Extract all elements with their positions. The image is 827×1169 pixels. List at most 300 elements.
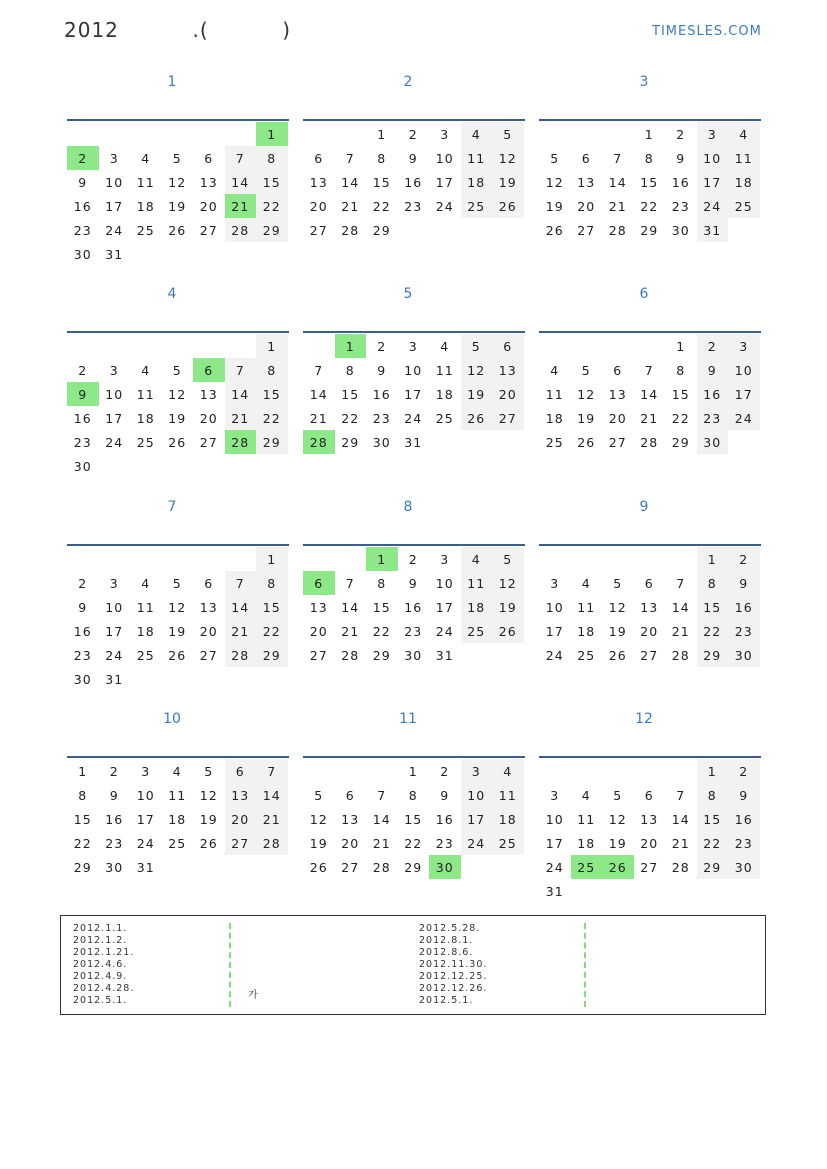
day-cell[interactable]: 20 [309, 198, 328, 214]
day-cell[interactable]: 11 [136, 174, 155, 190]
day-cell[interactable]: 4 [172, 763, 182, 779]
day-cell[interactable]: 12 [168, 386, 187, 402]
day-cell[interactable]: 29 [256, 218, 288, 242]
day-cell[interactable]: 17 [435, 599, 454, 615]
day-cell[interactable]: 28 [341, 222, 360, 238]
day-cell[interactable]: 28 [256, 831, 288, 855]
day-cell[interactable]: 1 [697, 759, 729, 783]
day-cell[interactable]: 4 [440, 338, 450, 354]
day-cell[interactable]: 15 [697, 807, 729, 831]
day-cell[interactable]: 26 [545, 222, 564, 238]
day-cell[interactable]: 3 [109, 150, 119, 166]
day-cell[interactable]: 28 [225, 643, 257, 667]
day-cell[interactable]: 11 [136, 599, 155, 615]
day-cell[interactable]: 11 [577, 811, 596, 827]
day-cell[interactable]: 9 [676, 150, 686, 166]
day-cell[interactable]: 3 [550, 787, 560, 803]
brand-logo[interactable]: TIMESLES.COM [652, 24, 762, 39]
day-cell[interactable]: 13 [309, 174, 328, 190]
day-cell[interactable]: 18 [461, 595, 493, 619]
day-cell[interactable]: 13 [640, 599, 659, 615]
day-cell[interactable]: 16 [73, 410, 92, 426]
day-cell[interactable]: 15 [697, 595, 729, 619]
day-cell[interactable]: 7 [256, 759, 288, 783]
day-cell[interactable]: 4 [461, 547, 493, 571]
day-cell[interactable]: 16 [105, 811, 124, 827]
day-cell[interactable]: 20 [341, 835, 360, 851]
day-cell[interactable]: 9 [78, 174, 88, 190]
day-cell[interactable]: 27 [640, 647, 659, 663]
day-cell[interactable]: 13 [640, 811, 659, 827]
day-cell[interactable]: 7 [676, 575, 686, 591]
day-cell[interactable]: 2 [78, 575, 88, 591]
day-cell[interactable]: 20 [225, 807, 257, 831]
day-cell[interactable]: 11 [577, 599, 596, 615]
day-cell[interactable]: 17 [136, 811, 155, 827]
day-cell[interactable]: 10 [435, 575, 454, 591]
day-cell[interactable]: 22 [256, 619, 288, 643]
day-cell[interactable]: 5 [172, 362, 182, 378]
day-cell[interactable]: 7 [377, 787, 387, 803]
day-cell[interactable]: 17 [404, 386, 423, 402]
day-cell[interactable]: 21 [640, 410, 659, 426]
day-cell[interactable]: 18 [461, 170, 493, 194]
day-cell[interactable]: 9 [697, 358, 729, 382]
day-cell[interactable]: 5 [613, 575, 623, 591]
day-cell[interactable]: 14 [225, 170, 257, 194]
day-cell[interactable]: 29 [341, 434, 360, 450]
day-cell[interactable]: 9 [377, 362, 387, 378]
day-cell[interactable]: 11 [435, 362, 454, 378]
day-cell[interactable]: 1 [676, 338, 686, 354]
day-cell[interactable]: 5 [492, 122, 524, 146]
day-cell[interactable]: 5 [314, 787, 324, 803]
day-cell[interactable]: 13 [199, 386, 218, 402]
day-cell[interactable]: 1 [256, 334, 288, 358]
day-cell[interactable]: 29 [256, 643, 288, 667]
day-cell[interactable]: 6 [492, 334, 524, 358]
day-cell[interactable]: 11 [492, 783, 524, 807]
day-cell[interactable]: 14 [309, 386, 328, 402]
day-cell[interactable]: 9 [109, 787, 119, 803]
day-cell[interactable]: 7 [225, 146, 257, 170]
day-cell[interactable]: 16 [404, 174, 423, 190]
day-cell[interactable]: 30 [728, 855, 760, 879]
day-cell[interactable]: 7 [345, 575, 355, 591]
day-cell[interactable]: 23 [404, 623, 423, 639]
day-cell[interactable]: 18 [136, 623, 155, 639]
day-cell[interactable]: 21 [341, 623, 360, 639]
day-cell[interactable]: 15 [341, 386, 360, 402]
day-cell[interactable]: 22 [341, 410, 360, 426]
day-cell[interactable]: 24 [435, 198, 454, 214]
day-cell[interactable]: 10 [435, 150, 454, 166]
day-cell[interactable]: 17 [728, 382, 760, 406]
day-cell[interactable]: 25 [168, 835, 187, 851]
day-cell[interactable]: 19 [545, 198, 564, 214]
day-cell[interactable]: 18 [492, 807, 524, 831]
day-cell[interactable]: 16 [671, 174, 690, 190]
day-cell[interactable]: 5 [461, 334, 493, 358]
day-cell[interactable]: 19 [492, 170, 524, 194]
day-cell[interactable]: 7 [225, 571, 257, 595]
day-cell[interactable]: 5 [581, 362, 591, 378]
day-cell[interactable]: 27 [309, 222, 328, 238]
day-cell[interactable]: 13 [341, 811, 360, 827]
day-cell[interactable]: 9 [408, 575, 418, 591]
day-cell[interactable]: 20 [492, 382, 524, 406]
day-cell[interactable]: 4 [728, 122, 760, 146]
day-cell[interactable]: 24 [105, 222, 124, 238]
day-cell[interactable]: 31 [435, 647, 454, 663]
day-cell[interactable]: 18 [168, 811, 187, 827]
day-cell[interactable]: 19 [608, 623, 627, 639]
day-cell[interactable]: 6 [204, 575, 214, 591]
holiday-cell[interactable]: 1 [335, 334, 367, 358]
day-cell[interactable]: 9 [408, 150, 418, 166]
day-cell[interactable]: 27 [577, 222, 596, 238]
day-cell[interactable]: 21 [256, 807, 288, 831]
day-cell[interactable]: 17 [105, 410, 124, 426]
day-cell[interactable]: 3 [697, 122, 729, 146]
day-cell[interactable]: 4 [492, 759, 524, 783]
day-cell[interactable]: 25 [136, 647, 155, 663]
day-cell[interactable]: 19 [199, 811, 218, 827]
holiday-cell[interactable]: 28 [225, 430, 257, 454]
day-cell[interactable]: 22 [256, 406, 288, 430]
day-cell[interactable]: 31 [105, 671, 124, 687]
day-cell[interactable]: 4 [141, 150, 151, 166]
day-cell[interactable]: 23 [728, 619, 760, 643]
day-cell[interactable]: 4 [550, 362, 560, 378]
day-cell[interactable]: 4 [461, 122, 493, 146]
day-cell[interactable]: 31 [136, 859, 155, 875]
day-cell[interactable]: 15 [256, 382, 288, 406]
holiday-cell[interactable]: 28 [303, 430, 335, 454]
day-cell[interactable]: 15 [671, 386, 690, 402]
day-cell[interactable]: 8 [377, 150, 387, 166]
day-cell[interactable]: 7 [225, 358, 257, 382]
holiday-cell[interactable]: 6 [303, 571, 335, 595]
day-cell[interactable]: 16 [728, 595, 760, 619]
day-cell[interactable]: 11 [461, 146, 493, 170]
day-cell[interactable]: 20 [577, 198, 596, 214]
day-cell[interactable]: 23 [697, 406, 729, 430]
day-cell[interactable]: 6 [613, 362, 623, 378]
day-cell[interactable]: 18 [136, 410, 155, 426]
day-cell[interactable]: 19 [168, 410, 187, 426]
day-cell[interactable]: 8 [377, 575, 387, 591]
day-cell[interactable]: 21 [309, 410, 328, 426]
day-cell[interactable]: 21 [372, 835, 391, 851]
day-cell[interactable]: 30 [404, 647, 423, 663]
day-cell[interactable]: 24 [461, 831, 493, 855]
day-cell[interactable]: 18 [545, 410, 564, 426]
day-cell[interactable]: 27 [309, 647, 328, 663]
day-cell[interactable]: 10 [697, 146, 729, 170]
day-cell[interactable]: 5 [172, 150, 182, 166]
day-cell[interactable]: 5 [550, 150, 560, 166]
day-cell[interactable]: 13 [199, 599, 218, 615]
holiday-cell[interactable]: 1 [256, 122, 288, 146]
day-cell[interactable]: 12 [492, 571, 524, 595]
day-cell[interactable]: 18 [728, 170, 760, 194]
day-cell[interactable]: 21 [341, 198, 360, 214]
day-cell[interactable]: 31 [404, 434, 423, 450]
day-cell[interactable]: 6 [581, 150, 591, 166]
day-cell[interactable]: 31 [697, 218, 729, 242]
day-cell[interactable]: 24 [105, 434, 124, 450]
day-cell[interactable]: 10 [404, 362, 423, 378]
day-cell[interactable]: 8 [408, 787, 418, 803]
day-cell[interactable]: 19 [608, 835, 627, 851]
day-cell[interactable]: 21 [608, 198, 627, 214]
day-cell[interactable]: 25 [577, 647, 596, 663]
holiday-cell[interactable]: 30 [429, 855, 461, 879]
day-cell[interactable]: 10 [461, 783, 493, 807]
day-cell[interactable]: 4 [581, 575, 591, 591]
day-cell[interactable]: 14 [341, 599, 360, 615]
day-cell[interactable]: 22 [640, 198, 659, 214]
day-cell[interactable]: 26 [168, 222, 187, 238]
day-cell[interactable]: 21 [671, 835, 690, 851]
day-cell[interactable]: 9 [728, 571, 760, 595]
day-cell[interactable]: 14 [608, 174, 627, 190]
day-cell[interactable]: 3 [141, 763, 151, 779]
day-cell[interactable]: 28 [225, 218, 257, 242]
day-cell[interactable]: 22 [372, 198, 391, 214]
day-cell[interactable]: 20 [640, 623, 659, 639]
day-cell[interactable]: 31 [105, 246, 124, 262]
day-cell[interactable]: 30 [73, 671, 92, 687]
day-cell[interactable]: 28 [640, 434, 659, 450]
day-cell[interactable]: 2 [697, 334, 729, 358]
day-cell[interactable]: 23 [73, 222, 92, 238]
day-cell[interactable]: 12 [608, 599, 627, 615]
day-cell[interactable]: 29 [73, 859, 92, 875]
day-cell[interactable]: 3 [408, 338, 418, 354]
day-cell[interactable]: 3 [109, 362, 119, 378]
day-cell[interactable]: 16 [372, 386, 391, 402]
day-cell[interactable]: 13 [309, 599, 328, 615]
day-cell[interactable]: 26 [577, 434, 596, 450]
day-cell[interactable]: 23 [73, 434, 92, 450]
day-cell[interactable]: 8 [256, 571, 288, 595]
day-cell[interactable]: 11 [168, 787, 187, 803]
day-cell[interactable]: 14 [225, 382, 257, 406]
day-cell[interactable]: 24 [404, 410, 423, 426]
day-cell[interactable]: 20 [199, 410, 218, 426]
day-cell[interactable]: 8 [256, 358, 288, 382]
day-cell[interactable]: 12 [545, 174, 564, 190]
day-cell[interactable]: 18 [136, 198, 155, 214]
day-cell[interactable]: 1 [78, 763, 88, 779]
day-cell[interactable]: 11 [461, 571, 493, 595]
day-cell[interactable]: 27 [225, 831, 257, 855]
day-cell[interactable]: 23 [404, 198, 423, 214]
day-cell[interactable]: 30 [697, 430, 729, 454]
holiday-cell[interactable]: 1 [366, 547, 398, 571]
day-cell[interactable]: 28 [341, 647, 360, 663]
day-cell[interactable]: 25 [728, 194, 760, 218]
day-cell[interactable]: 2 [728, 759, 760, 783]
day-cell[interactable]: 13 [608, 386, 627, 402]
day-cell[interactable]: 22 [404, 835, 423, 851]
day-cell[interactable]: 12 [168, 174, 187, 190]
day-cell[interactable]: 13 [492, 358, 524, 382]
day-cell[interactable]: 10 [545, 811, 564, 827]
day-cell[interactable]: 6 [314, 150, 324, 166]
day-cell[interactable]: 7 [613, 150, 623, 166]
day-cell[interactable]: 14 [372, 811, 391, 827]
day-cell[interactable]: 26 [168, 647, 187, 663]
day-cell[interactable]: 29 [697, 855, 729, 879]
day-cell[interactable]: 15 [372, 174, 391, 190]
day-cell[interactable]: 14 [640, 386, 659, 402]
day-cell[interactable]: 1 [644, 126, 654, 142]
day-cell[interactable]: 17 [461, 807, 493, 831]
day-cell[interactable]: 2 [408, 126, 418, 142]
day-cell[interactable]: 14 [671, 599, 690, 615]
day-cell[interactable]: 1 [256, 547, 288, 571]
day-cell[interactable]: 9 [78, 599, 88, 615]
day-cell[interactable]: 30 [372, 434, 391, 450]
day-cell[interactable]: 2 [78, 362, 88, 378]
day-cell[interactable]: 6 [644, 787, 654, 803]
day-cell[interactable]: 15 [404, 811, 423, 827]
day-cell[interactable]: 28 [372, 859, 391, 875]
day-cell[interactable]: 8 [676, 362, 686, 378]
day-cell[interactable]: 15 [256, 170, 288, 194]
day-cell[interactable]: 19 [168, 198, 187, 214]
day-cell[interactable]: 24 [105, 647, 124, 663]
day-cell[interactable]: 22 [73, 835, 92, 851]
day-cell[interactable]: 29 [372, 647, 391, 663]
day-cell[interactable]: 6 [644, 575, 654, 591]
day-cell[interactable]: 2 [440, 763, 450, 779]
day-cell[interactable]: 30 [728, 643, 760, 667]
day-cell[interactable]: 20 [640, 835, 659, 851]
day-cell[interactable]: 2 [408, 551, 418, 567]
day-cell[interactable]: 21 [225, 406, 257, 430]
day-cell[interactable]: 29 [671, 434, 690, 450]
day-cell[interactable]: 22 [256, 194, 288, 218]
day-cell[interactable]: 14 [671, 811, 690, 827]
day-cell[interactable]: 12 [309, 811, 328, 827]
day-cell[interactable]: 7 [345, 150, 355, 166]
day-cell[interactable]: 3 [109, 575, 119, 591]
day-cell[interactable]: 25 [435, 410, 454, 426]
day-cell[interactable]: 17 [697, 170, 729, 194]
day-cell[interactable]: 11 [545, 386, 564, 402]
day-cell[interactable]: 31 [545, 883, 564, 899]
day-cell[interactable]: 18 [577, 623, 596, 639]
day-cell[interactable]: 21 [671, 623, 690, 639]
day-cell[interactable]: 22 [671, 410, 690, 426]
day-cell[interactable]: 24 [545, 859, 564, 875]
day-cell[interactable]: 12 [199, 787, 218, 803]
day-cell[interactable]: 10 [728, 358, 760, 382]
day-cell[interactable]: 9 [440, 787, 450, 803]
day-cell[interactable]: 27 [341, 859, 360, 875]
day-cell[interactable]: 19 [168, 623, 187, 639]
day-cell[interactable]: 18 [435, 386, 454, 402]
day-cell[interactable]: 13 [199, 174, 218, 190]
day-cell[interactable]: 3 [440, 126, 450, 142]
day-cell[interactable]: 26 [608, 647, 627, 663]
day-cell[interactable]: 24 [136, 835, 155, 851]
day-cell[interactable]: 8 [345, 362, 355, 378]
holiday-cell[interactable]: 2 [67, 146, 99, 170]
day-cell[interactable]: 29 [697, 643, 729, 667]
day-cell[interactable]: 30 [105, 859, 124, 875]
day-cell[interactable]: 5 [204, 763, 214, 779]
day-cell[interactable]: 22 [697, 619, 729, 643]
day-cell[interactable]: 16 [73, 198, 92, 214]
day-cell[interactable]: 13 [225, 783, 257, 807]
day-cell[interactable]: 16 [435, 811, 454, 827]
day-cell[interactable]: 17 [545, 623, 564, 639]
day-cell[interactable]: 1 [408, 763, 418, 779]
day-cell[interactable]: 18 [577, 835, 596, 851]
day-cell[interactable]: 10 [105, 599, 124, 615]
day-cell[interactable]: 23 [435, 835, 454, 851]
day-cell[interactable]: 30 [73, 246, 92, 262]
day-cell[interactable]: 23 [105, 835, 124, 851]
day-cell[interactable]: 3 [728, 334, 760, 358]
day-cell[interactable]: 19 [461, 382, 493, 406]
day-cell[interactable]: 12 [492, 146, 524, 170]
day-cell[interactable]: 19 [492, 595, 524, 619]
day-cell[interactable]: 16 [73, 623, 92, 639]
day-cell[interactable]: 12 [577, 386, 596, 402]
day-cell[interactable]: 27 [199, 647, 218, 663]
day-cell[interactable]: 21 [225, 619, 257, 643]
day-cell[interactable]: 15 [73, 811, 92, 827]
holiday-cell[interactable]: 6 [193, 358, 225, 382]
day-cell[interactable]: 12 [461, 358, 493, 382]
day-cell[interactable]: 26 [309, 859, 328, 875]
day-cell[interactable]: 2 [676, 126, 686, 142]
day-cell[interactable]: 5 [492, 547, 524, 571]
day-cell[interactable]: 14 [256, 783, 288, 807]
day-cell[interactable]: 8 [644, 150, 654, 166]
day-cell[interactable]: 14 [225, 595, 257, 619]
day-cell[interactable]: 12 [608, 811, 627, 827]
day-cell[interactable]: 10 [545, 599, 564, 615]
day-cell[interactable]: 4 [141, 362, 151, 378]
day-cell[interactable]: 15 [372, 599, 391, 615]
day-cell[interactable]: 26 [199, 835, 218, 851]
day-cell[interactable]: 1 [377, 126, 387, 142]
day-cell[interactable]: 27 [608, 434, 627, 450]
day-cell[interactable]: 25 [461, 619, 493, 643]
holiday-cell[interactable]: 25 [571, 855, 603, 879]
day-cell[interactable]: 20 [199, 198, 218, 214]
day-cell[interactable]: 29 [372, 222, 391, 238]
day-cell[interactable]: 7 [644, 362, 654, 378]
day-cell[interactable]: 22 [697, 831, 729, 855]
day-cell[interactable]: 25 [545, 434, 564, 450]
day-cell[interactable]: 20 [199, 623, 218, 639]
day-cell[interactable]: 8 [697, 783, 729, 807]
day-cell[interactable]: 14 [341, 174, 360, 190]
day-cell[interactable]: 3 [461, 759, 493, 783]
day-cell[interactable]: 25 [461, 194, 493, 218]
day-cell[interactable]: 30 [73, 458, 92, 474]
day-cell[interactable]: 26 [461, 406, 493, 430]
day-cell[interactable]: 27 [492, 406, 524, 430]
